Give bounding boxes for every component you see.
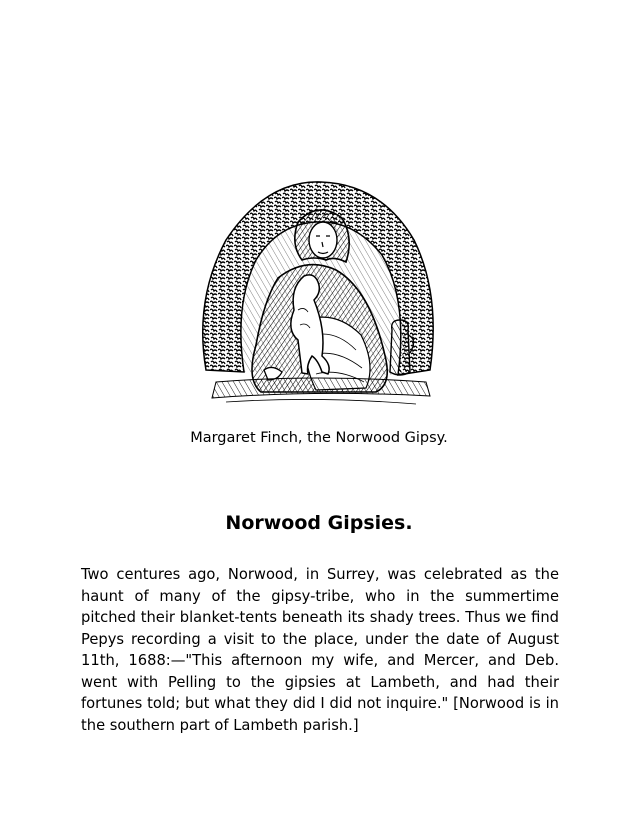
page-title: Norwood Gipsies.	[225, 512, 413, 534]
engraving-svg	[186, 160, 448, 412]
illustration-caption: Margaret Finch, the Norwood Gipsy.	[190, 430, 448, 446]
ground	[212, 378, 430, 398]
gipsy-face	[309, 222, 337, 258]
body-paragraph: Two centures ago, Norwood, in Surrey, was celebrated as the haunt of many of the gipsy-tribe, who in the summertime pitched their blanket-tents beneath its shady trees. Thus we find Pepys recording a visit to the place, under the date of August 11th, 1688:—"This afternoon my wife, and Mercer, and Deb. went with Pelling to the gipsies at Lambeth, and had their fortunes told; but what they did I did not inquire." [Norwood is in the southern part of Lambeth parish.]	[81, 566, 559, 734]
jug	[390, 320, 410, 375]
gipsy-engraving-illustration	[186, 160, 448, 412]
